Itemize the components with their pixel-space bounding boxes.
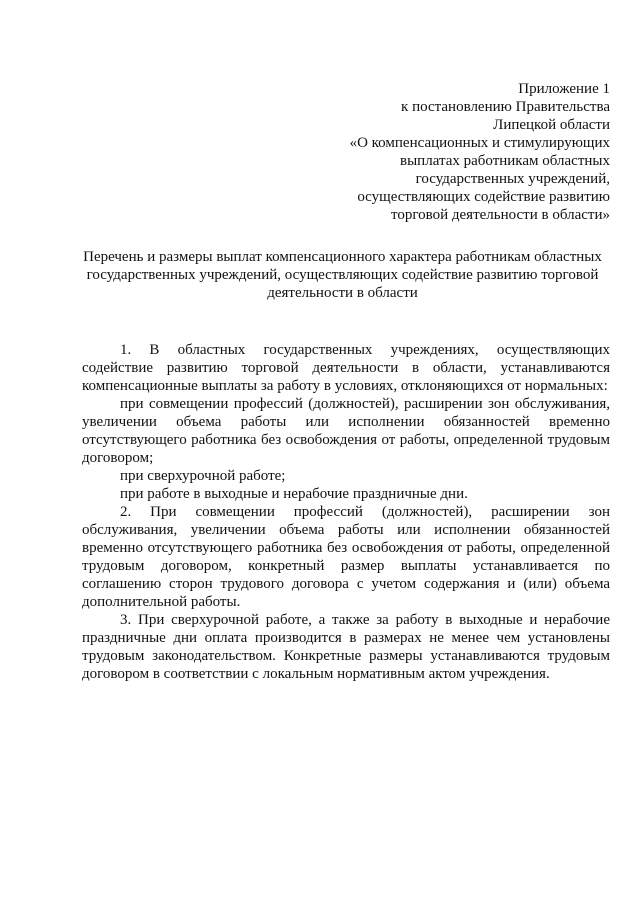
paragraph-3: 3. При сверхурочной работе, а также за работу в выходные и нерабочие праздничные дни оплата производится в размерах не менее чем установлены трудовым законодательством. Конкретные размеры устанавливаются трудовым договором в соответствии с локальным нормативным актом учреждения. [82,612,610,682]
title-line: Перечень и размеры выплат компенсационного характера работникам областных [83,249,602,265]
appendix-line: Липецкой области [493,117,610,133]
appendix-line: «О компенсационных и стимулирующих [349,135,610,151]
title-line: деятельности в области [267,285,418,301]
appendix-line: торговой деятельности в области» [391,207,610,223]
paragraph-item-combination: при совмещении профессий (должностей), расширении зон обслуживания, увеличении объема работы или исполнении обязанностей временно отсутствующего работника без освобождения от работы, определенной трудовым договором; [82,396,610,466]
document-title [70,248,615,302]
appendix-line: осуществляющих содействие развитию [357,189,610,205]
paragraph-1: 1. В областных государственных учреждениях, осуществляющих содействие развитию торговой деятельности в области, устанавливаются компенсационные выплаты за работу в условиях, отклоняющихся от нормальных: [82,342,610,394]
paragraph-item-overtime: при сверхурочной работе; [120,468,286,484]
title-line: государственных учреждений, осуществляющих содействие развитию торговой [86,267,599,283]
document-body [82,341,610,683]
paragraph-2: 2. При совмещении профессий (должностей), расширении зон обслуживания, увеличении объема работы или исполнении обязанностей временно отсутствующего работника без освобождения от работы, определенной трудовым договором, конкретный размер выплаты устанавливается по соглашению сторон трудового договора с учетом содержания и (или) объема дополнительной работы. [82,504,610,610]
paragraph-item-holidays: при работе в выходные и нерабочие праздничные дни. [120,486,468,502]
appendix-header [280,80,610,224]
appendix-line: выплатах работникам областных [400,153,610,169]
appendix-line: государственных учреждений, [415,171,610,187]
appendix-line: Приложение 1 [518,81,610,97]
appendix-line: к постановлению Правительства [401,99,610,115]
